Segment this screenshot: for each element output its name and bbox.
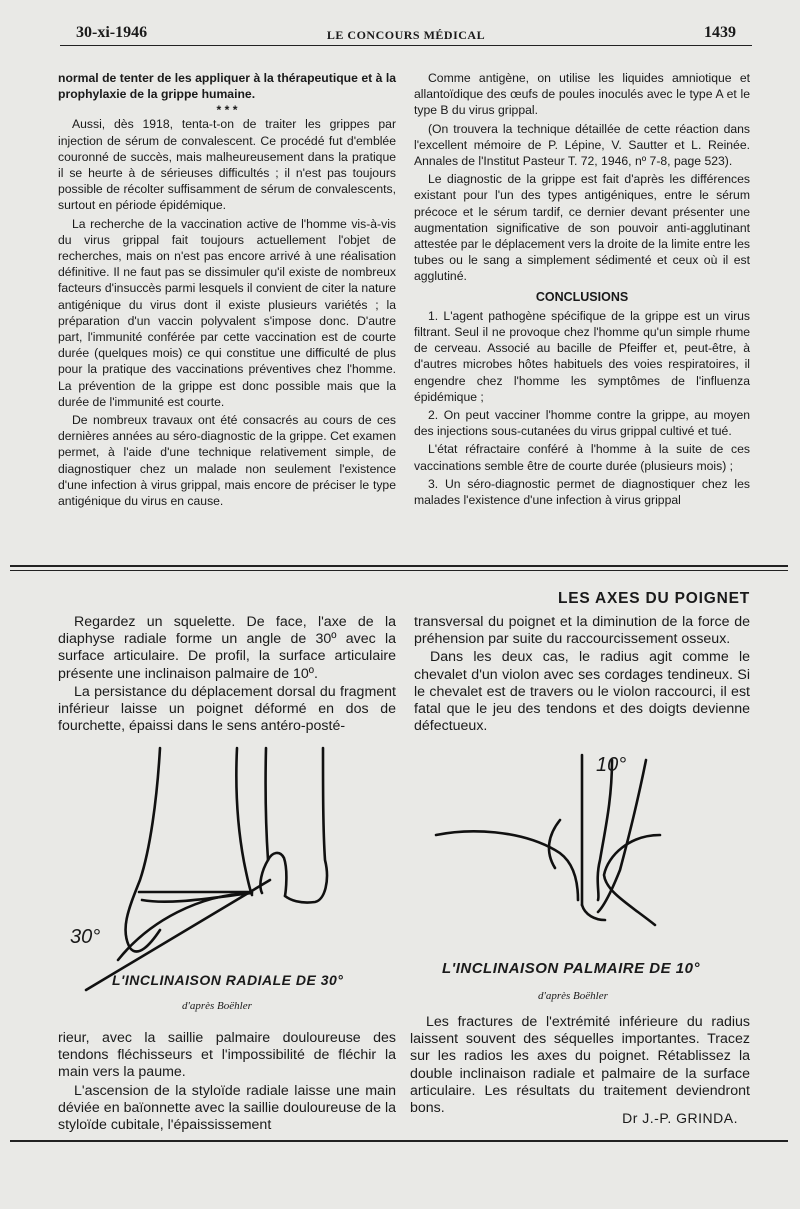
paragraph: normal de tenter de les appliquer à la thérapeutique et à la prophylaxie de la grippe humaine.	[58, 71, 396, 102]
bottom-rule	[10, 1140, 788, 1142]
paragraph: Dans les deux cas, le radius agit comme le chevalet d'un violon avec ses cordages tendineux. Si le chevalet est de travers ou le violon raccourci, il est fatal que le jeu des tendons et des doigts devienne défectueux.	[414, 649, 750, 735]
article-title: LES AXES DU POIGNET	[557, 590, 750, 607]
figure-caption: L'INCLINAISON PALMAIRE DE 10°	[442, 960, 700, 977]
journal-name: LE CONCOURS MÉDICAL	[326, 28, 486, 42]
issue-date: 30-xi-1946	[76, 24, 148, 41]
figure-credit: d'après Boëhler	[538, 990, 608, 1002]
paragraph: (On trouvera la technique détaillée de cette réaction dans l'excellent mémoire de P. Lépine, V. Sautter et L. Reinée. Annales de l'Institut Pasteur T. 72, 1946, nº 7-8, page 523).	[414, 121, 750, 169]
angle-label-30: 30°	[70, 926, 101, 948]
page-number: 1439	[704, 24, 736, 41]
paragraph: Regardez un squelette. De face, l'axe de la diaphyse radiale forme un angle de 30º avec la surface articulaire. De profil, la surface articulaire présente une inclinaison palmaire de 10º.	[58, 614, 396, 682]
paragraph: 3. Un séro-diagnostic permet de diagnostiquer chez les malades l'existence d'une infection à virus grippal	[414, 476, 750, 508]
paragraph: rieur, avec la saillie palmaire douloureuse des tendons fléchisseurs et l'impossibilité de fléchir la main vers la paume.	[58, 1030, 396, 1081]
figure-credit: d'après Boëhler	[182, 1000, 252, 1012]
article-right-lower	[410, 1014, 750, 1118]
paragraph: La persistance du déplacement dorsal du fragment inférieur laisse un poignet déformé en dos de fourchette, épaissi dans le sens antéro-posté-	[58, 683, 396, 735]
article-left-lower	[58, 1030, 396, 1135]
figure-caption: L'INCLINAISON RADIALE DE 30°	[112, 972, 344, 988]
paragraph: Les fractures de l'extrémité inférieure du radius laissent souvent des séquelles importantes. Tracez sur les radios les axes du poignet. Rétablissez la double inclinaison radiale et palmaire de la surface articulaire. Les résultats du traitement deviendront bons.	[410, 1014, 750, 1117]
paragraph: De nombreux travaux ont été consacrés au cours de ces dernières années au séro-diagnostic de la grippe. Cet examen permet, à l'aide d'une technique relativement simple, de diagnostiquer chez un malade non seulement l'existence d'une infection à virus grippal, mais encore de préciser le type antigénique du virus en cause.	[58, 413, 396, 509]
paragraph: 2. On peut vacciner l'homme contre la grippe, au moyen des injections sous-cutanées du virus grippal cultivé et tué.	[414, 408, 750, 439]
paragraph: transversal du poignet et la diminution de la force de préhension par suite du raccourcissement osseux.	[414, 614, 750, 648]
paragraph: Le diagnostic de la grippe est fait d'après les différences existant pour l'un des types antigéniques, entre le sérum précoce et le sérum tardif, ce dernier devant présenter une augmentation significative de son pouvoir anti-agglutinant attestée par le déplacement vers la droite de la limite entre les tubes ou le sang a simplement sédimenté et ceux où il est agglutiné.	[414, 172, 750, 284]
author-signature: Dr J.-P. GRINDA.	[622, 1110, 738, 1126]
section-separator: * * *	[216, 103, 238, 118]
paragraph: 1. L'agent pathogène spécifique de la grippe est un virus filtrant. Seul il ne provoque chez l'homme qu'un simple rhume de cerveau. Associé au bacille de Pfeiffer et, peut-être, à d'autres microbes hôtes habituels des voies respiratoires, il engendre chez l'homme les symptômes de l'influenza épidémique ;	[414, 308, 750, 404]
paragraph: La recherche de la vaccination active de l'homme vis-à-vis du virus grippal fait toujours actuellement l'objet de recherches, mais on n'est pas encore arrivé à une réalisation définitive. Il ne faut pas se dissimuler qu'il existe de nombreux facteurs d'insuccès parmi lesquels il convient de citer la nature antigénique du virus dont il existe plusieurs variétés ; la préparation d'un vaccin polyvalent s'impose donc. D'autre part, l'immunité conférée par cette vaccination est de courte durée (quelques mois) ce qui constitue une difficulté de plus pour la pratique des vaccinations préventives chez l'homme. La prévention de la grippe est donc possible mais que la durée de l'immunité est courte.	[58, 216, 396, 409]
paragraph: Comme antigène, on utilise les liquides amniotique et allantoïdique des œufs de poules inoculés avec le type A et le type B du virus grippal.	[414, 71, 750, 118]
paragraph: Aussi, dès 1918, tenta-t-on de traiter les grippes par injection de sérum de convalescent. Ce procédé fut d'emblée couronné de succès, mais malheureusement dans la pratique il se heurte à de sérieuses difficultés ; il n'est pas toujours possible de récolter suffisamment de sérum de convalescents, surtout en période épidémique.	[58, 117, 396, 213]
angle-label-10: 10°	[596, 754, 627, 776]
conclusions-heading: CONCLUSIONS	[535, 289, 629, 304]
paragraph: L'ascension de la styloïde radiale laisse une main déviée en baïonnette avec la saillie douloureuse de la styloïde cubitale, l'épaississement	[58, 1082, 396, 1134]
paragraph: L'état réfractaire conféré à l'homme à la suite de ces vaccinations semble être de courte durée (plusieurs mois) ;	[414, 442, 750, 473]
